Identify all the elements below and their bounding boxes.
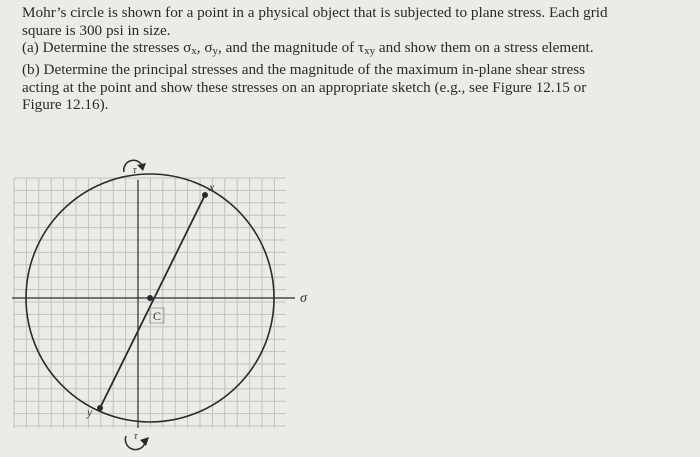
label-y: y [87, 405, 93, 419]
label-center: C [153, 309, 162, 323]
sigma-x-symbol: σ [183, 39, 192, 57]
sigma-y-symbol: σ [204, 39, 213, 57]
grid [14, 178, 286, 428]
part-b-line-2: acting at the point and show these stresses on an appropriate sketch (e.g., see Figure 12.15 or [22, 78, 587, 96]
label-tau-top: τ [133, 165, 137, 176]
sigma-x-subscript: x [191, 45, 197, 58]
part-b-line-1: (b) Determine the principal stresses and the magnitude of the maximum in-plane shear stress [22, 60, 586, 78]
point-center [147, 295, 153, 301]
problem-line-1: Mohr’s circle is shown for a point in a physical object that is subjected to plane stress. Each grid [22, 4, 608, 21]
part-a-suffix: and show them on a stress element. [375, 39, 594, 57]
label-tau-bottom: τ [134, 431, 138, 442]
tau-xy-symbol: τ [358, 39, 365, 57]
problem-line-2: square is 300 psi in size. [22, 21, 171, 39]
part-b-line-3: Figure 12.16). [22, 96, 109, 114]
sigma-y-subscript: y [212, 45, 218, 58]
part-a-mid: , and the magnitude of [218, 39, 359, 57]
part-a-sep: , [196, 39, 205, 57]
label-x: x [209, 180, 215, 194]
point-y [97, 405, 103, 411]
part-a-prefix: (a) Determine the stresses [22, 39, 184, 57]
tau-top-arrowhead-icon [137, 163, 146, 171]
point-x [202, 192, 208, 198]
tau-xy-subscript: xy [364, 45, 376, 58]
label-sigma: σ [300, 291, 307, 306]
